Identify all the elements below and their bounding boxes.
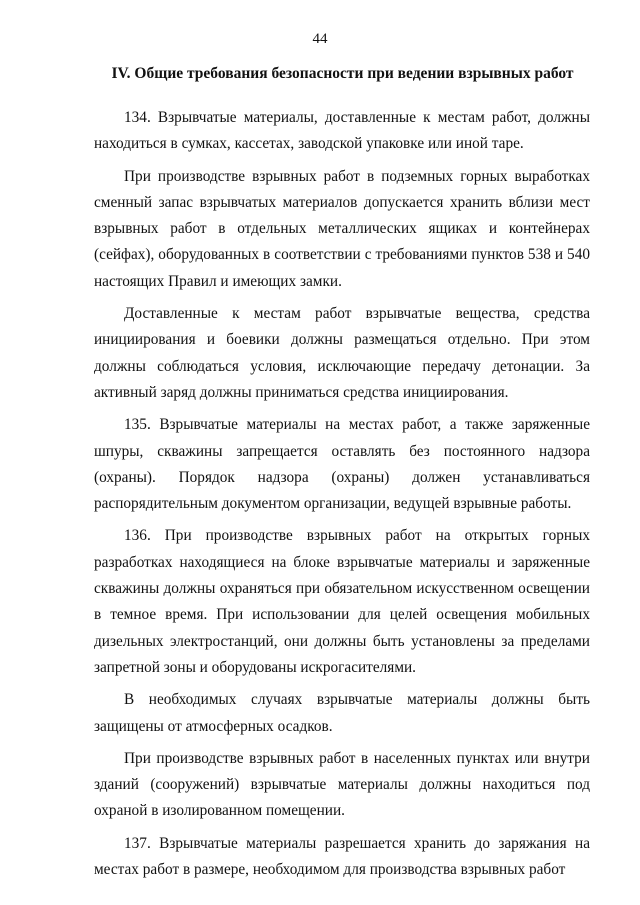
paragraph-underground-storage: При производстве взрывных работ в подземных горных выработках сменный запас взрывчатых материалов допускается хранить вблизи мест взрывных работ в отдельных металлических ящиках и контейнерах (сейфах), оборудованных в соответствии с требованиями пунктов 538 и 540 настоящих Правил и имеющих замки. [94, 167, 590, 290]
body-text [94, 105, 590, 883]
paragraph-separate-placement: Доставленные к местам работ взрывчатые вещества, средства инициирования и боевики должны размещаться отдельно. При этом должны соблюдаться условия, исключающие передачу детонации. За активный заряд должны приниматься средства инициирования. [94, 305, 590, 401]
page-number: 44 [312, 31, 328, 47]
paragraph-135: 135. Взрывчатые материалы на местах работ, а также заряженные шпуры, скважины запрещается оставлять без постоянного надзора (охраны). Порядок надзора (охраны) должен устанавливаться распорядительным документом организации, ведущей взрывные работы. [94, 416, 590, 513]
section-title: IV. Общие требования безопасности при ведении взрывных работ [111, 65, 574, 82]
paragraph-precipitation: В необходимых случаях взрывчатые материалы должны быть защищены от атмосферных осадков. [94, 691, 590, 735]
paragraph-populated-areas: При производстве взрывных работ в населенных пунктах или внутри зданий (сооружений) взрывчатые материалы должны находиться под охраной в изолированном помещении. [94, 749, 590, 820]
paragraph-136: 136. При производстве взрывных работ на открытых горных разработках находящиеся на блоке взрывчатые материалы и заряженные скважины должны охраняться при обязательном искусственном освещении в темное время. При использовании для целей освещения мобильных дизельных электростанций, они должны быть установлены за пределами запретной зоны и оборудованы искрогасителями. [94, 527, 590, 676]
paragraph-137: 137. Взрывчатые материалы разрешается хранить до заряжания на местах работ в размере, необходимом для производства взрывных работ [94, 834, 590, 879]
paragraph-134: 134. Взрывчатые материалы, доставленные к местам работ, должны находиться в сумках, кассетах, заводской упаковке или иной таре. [94, 109, 590, 153]
